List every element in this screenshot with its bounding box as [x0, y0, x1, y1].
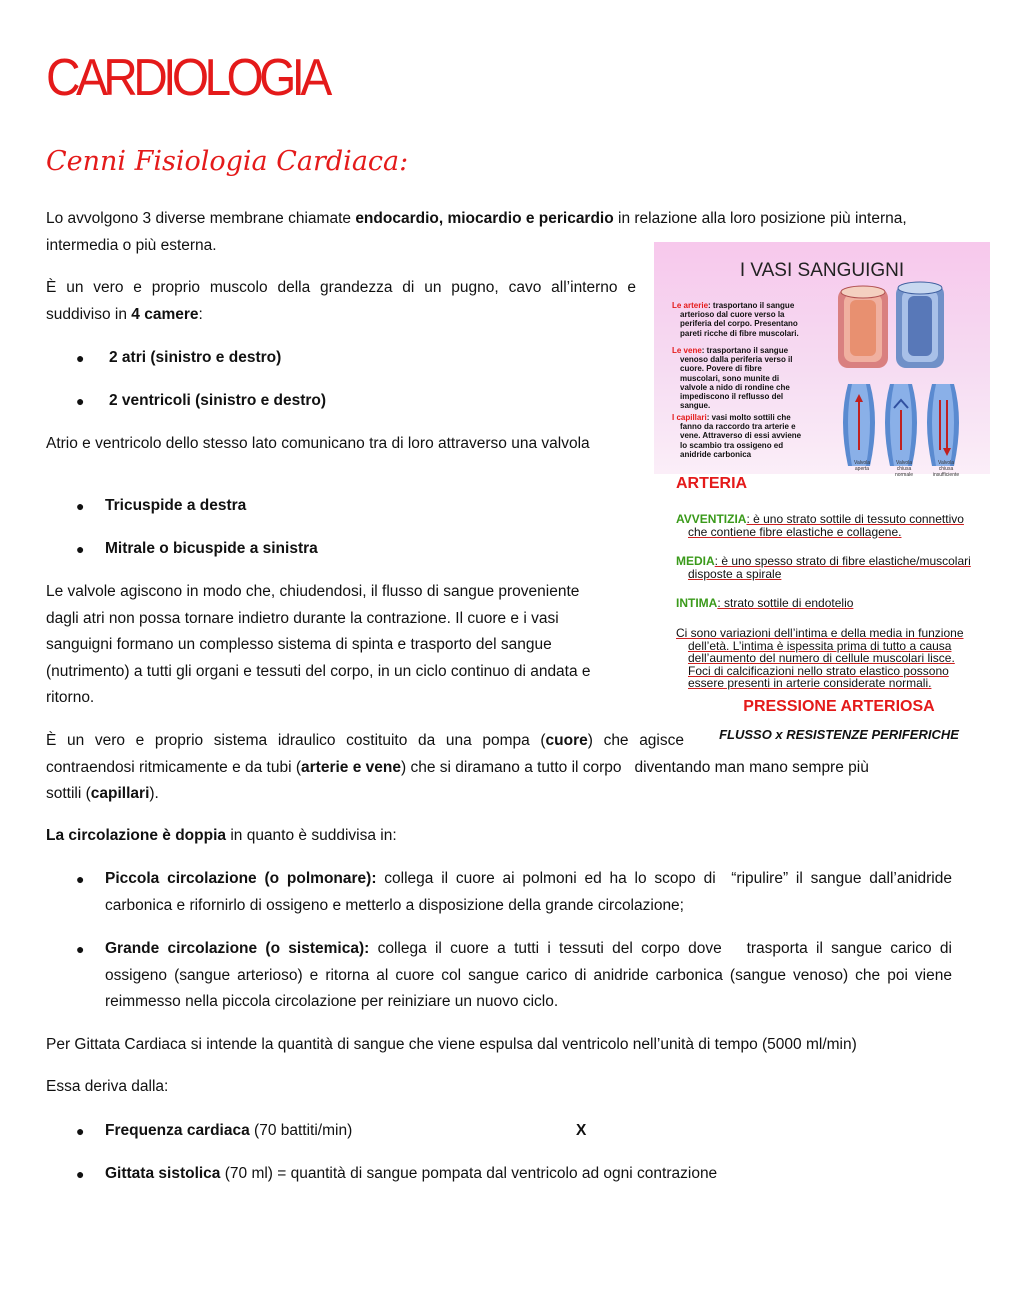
- text: Foci di calcificazioni nello strato elastico possono: [688, 663, 949, 678]
- text: Lo avvolgono 3 diverse membrane chiamate: [46, 210, 356, 227]
- bullet-icon: ●: [76, 393, 85, 409]
- label: INTIMA: [676, 596, 718, 610]
- blood-vessels-figure: [654, 242, 990, 478]
- page-title: CARDIOLOGIA: [46, 49, 328, 107]
- line: [105, 936, 952, 963]
- text: intermedia o più esterna.: [46, 236, 217, 254]
- text: sottili (: [46, 785, 91, 802]
- text: ritorno.: [46, 689, 95, 706]
- page-subtitle: Cenni Fisiologia Cardiaca:: [46, 146, 409, 177]
- line: [105, 866, 952, 893]
- valve-open-illustration: [843, 384, 875, 466]
- list-item-chamber: [46, 345, 636, 372]
- text: in quanto è suddivisa in:: [226, 827, 397, 844]
- label: MEDIA: [676, 554, 715, 568]
- text: essere presenti in arterie considerate normali.: [688, 676, 932, 690]
- list-item-text: 2 ventricoli (sinistro e destro): [109, 392, 327, 409]
- text: anidride carbonica: [680, 449, 752, 459]
- variazioni-text: [676, 627, 986, 690]
- paragraph-muscle: [46, 275, 636, 328]
- avventizia-text: [676, 513, 986, 538]
- text: È un vero e proprio sistema idraulico costituito da una pompa (: [46, 732, 546, 749]
- bullet-icon: ●: [76, 941, 85, 957]
- bold-text: Grande circolazione (o sistemica):: [105, 940, 370, 957]
- text: pareti ricche di fibre muscolari.: [680, 328, 799, 338]
- vessel-illustration: [834, 280, 984, 470]
- bold-text: cuore: [545, 732, 588, 749]
- valve-caption: Valvola chiusa insufficiente: [932, 460, 960, 478]
- paragraph-valve-intro: Atrio e ventricolo dello stesso lato comunicano tra di loro attraverso una valvola: [46, 435, 590, 452]
- text: collega il cuore a tutti i tessuti del corpo dove trasporta il sangue carico di: [369, 940, 952, 957]
- list-item-text: Tricuspide a destra: [105, 497, 247, 514]
- bullet-icon: ●: [76, 1166, 85, 1182]
- text: : è uno spesso strato di fibre elastiche/muscolari: [714, 554, 971, 568]
- list-item-text: [105, 1118, 352, 1145]
- multiply-sign: X: [576, 1122, 587, 1139]
- bold-text: Frequenza cardiaca: [105, 1122, 250, 1139]
- text: : trasportano il sangue: [701, 346, 789, 355]
- text: (nutrimento) a tutti gli organi e tessuti del corpo, in un ciclo continuo di andata e: [46, 662, 591, 680]
- text: ) che agisce: [587, 732, 684, 749]
- text: (70 battiti/min): [249, 1122, 353, 1139]
- text: sanguigni formano un complesso sistema di spinta e trasporto del sangue: [46, 636, 552, 653]
- pressione-formula: FLUSSO x RESISTENZE PERIFERICHE: [719, 727, 959, 742]
- text: reimmesso nella piccola circolazione per reiniziare un nuovo ciclo.: [105, 993, 559, 1010]
- figure-title: I VASI SANGUIGNI: [739, 260, 905, 281]
- text: : è uno strato sottile di tessuto connettivo: [746, 512, 964, 526]
- bullet-icon: ●: [76, 541, 85, 557]
- figure-arterie-text: [672, 301, 832, 338]
- text: vene. Attraverso di essi avviene: [680, 431, 802, 441]
- media-text: [676, 555, 986, 580]
- text: dell’aumento del numero di cellule muscolari lisce.: [688, 651, 955, 665]
- label: I capillari: [672, 413, 707, 422]
- text: collega il cuore ai polmoni ed ha lo scopo di “ripulire” il sangue dall’anidride: [376, 870, 952, 887]
- valve-caption: Valvola chiusa normale: [894, 460, 914, 478]
- artery-illustration: [838, 286, 888, 368]
- text: muscolari, sono munite di: [680, 373, 780, 383]
- bold-text: La circolazione è doppia: [46, 827, 227, 844]
- pressione-heading: PRESSIONE ARTERIOSA: [743, 698, 935, 715]
- text: valvole a nido di rondine che: [680, 382, 790, 392]
- text: carbonica e rifornirlo di ossigeno e metterlo a disposizione della grande circolazione;: [105, 896, 684, 914]
- text: ) che si diramano a tutto il corpo diventando man mano sempre più: [401, 758, 869, 776]
- valve-caption: Valvola aperta: [853, 460, 871, 472]
- text: ossigeno (sangue arterioso) e ritorna al cuore col sangue carico di anidride carbonica (sangue venoso) che poi viene: [105, 966, 952, 984]
- bold-text: capillari: [90, 785, 150, 802]
- list-item-circulation: [46, 936, 952, 1016]
- bold-text: Gittata sistolica: [105, 1165, 221, 1182]
- list-item-circulation: [46, 866, 952, 920]
- text: dell’età. L’intima è ispessita prima di tutto a causa: [688, 638, 952, 653]
- text: ).: [149, 785, 159, 802]
- text: periferia del corpo. Presentano: [680, 319, 798, 329]
- text: Ci sono variazioni dell’intima e della media in funzione: [676, 626, 964, 640]
- list-item-text: [105, 1161, 717, 1188]
- valve-insufficient-illustration: [927, 384, 959, 466]
- vein-illustration: [896, 282, 944, 368]
- paragraph-valves-function: [46, 579, 646, 712]
- valve-closed-illustration: [885, 384, 917, 466]
- bullet-icon: ●: [76, 350, 85, 366]
- paragraph-circulation: [46, 823, 956, 850]
- arteria-heading: ARTERIA: [676, 475, 748, 492]
- figure-vene-text: [672, 346, 832, 410]
- label: AVVENTIZIA: [676, 512, 747, 526]
- text: contraendosi ritmicamente e da tubi (: [46, 758, 302, 776]
- paragraph-derives: Essa deriva dalla:: [46, 1078, 169, 1095]
- intima-text: [676, 597, 986, 610]
- label: Le vene: [672, 346, 702, 355]
- text: :: [198, 305, 203, 323]
- list-item-factor: [46, 1118, 952, 1145]
- list-item-valve: [46, 536, 636, 563]
- bold-text: Piccola circolazione (o polmonare):: [105, 870, 377, 887]
- text: (70 ml) = quantità di sangue pompata dal ventricolo ad ogni contrazione: [220, 1165, 718, 1182]
- text: disposte a spirale: [688, 566, 782, 581]
- list-item-text: [105, 866, 952, 919]
- paragraph-cardiac-output: Per Gittata Cardiaca si intende la quantità di sangue che viene espulsa dal ventricolo nell’unità di tempo (5000 ml/min): [46, 1036, 857, 1053]
- list-item-chamber: [46, 388, 636, 415]
- list-item-text: [105, 936, 952, 1016]
- bold-text: endocardio, miocardio e pericardio: [355, 210, 614, 227]
- bullet-icon: ●: [76, 871, 85, 887]
- text: : trasportano il sangue: [708, 301, 795, 310]
- bullet-icon: ●: [76, 498, 85, 514]
- line: [46, 728, 684, 755]
- figure-capillari-text: [672, 413, 832, 459]
- line: [46, 755, 956, 782]
- text: È un vero e proprio muscolo della grandezza di un pugno, cavo all’interno e: [46, 279, 636, 296]
- text: venoso dalla periferia verso il: [680, 355, 793, 365]
- text: arterioso dal cuore verso la: [680, 310, 785, 320]
- text: che contiene fibre elastiche e collagene.: [688, 524, 902, 539]
- bold-text: 4 camere: [131, 305, 199, 323]
- bold-text: arterie e vene: [301, 758, 401, 776]
- text: suddiviso in: [46, 305, 132, 323]
- text: lo scambio tra ossigeno ed: [680, 440, 784, 450]
- bullet-icon: ●: [76, 1123, 85, 1139]
- text: Le valvole agiscono in modo che, chiudendosi, il flusso di sangue proveniente: [46, 583, 580, 600]
- text: cuore. Povere di fibre: [680, 364, 762, 374]
- text: : strato sottile di endotelio: [717, 596, 854, 610]
- text: fanno da raccordo tra arterie e: [680, 422, 796, 432]
- text: : vasi molto sottili che: [706, 413, 791, 422]
- text: impediscono il reflusso del: [680, 392, 784, 402]
- text: in relazione alla loro posizione più interna,: [613, 210, 907, 227]
- text: sangue.: [680, 401, 711, 411]
- text: dagli atri non possa tornare indietro durante la contrazione. Il cuore e i vasi: [46, 609, 559, 627]
- label: Le arterie: [672, 301, 709, 310]
- list-item-factor: [46, 1161, 952, 1188]
- list-item-text: 2 atri (sinistro e destro): [109, 349, 282, 366]
- list-item-text: Mitrale o bicuspide a sinistra: [105, 540, 318, 557]
- list-item-valve: [46, 493, 636, 520]
